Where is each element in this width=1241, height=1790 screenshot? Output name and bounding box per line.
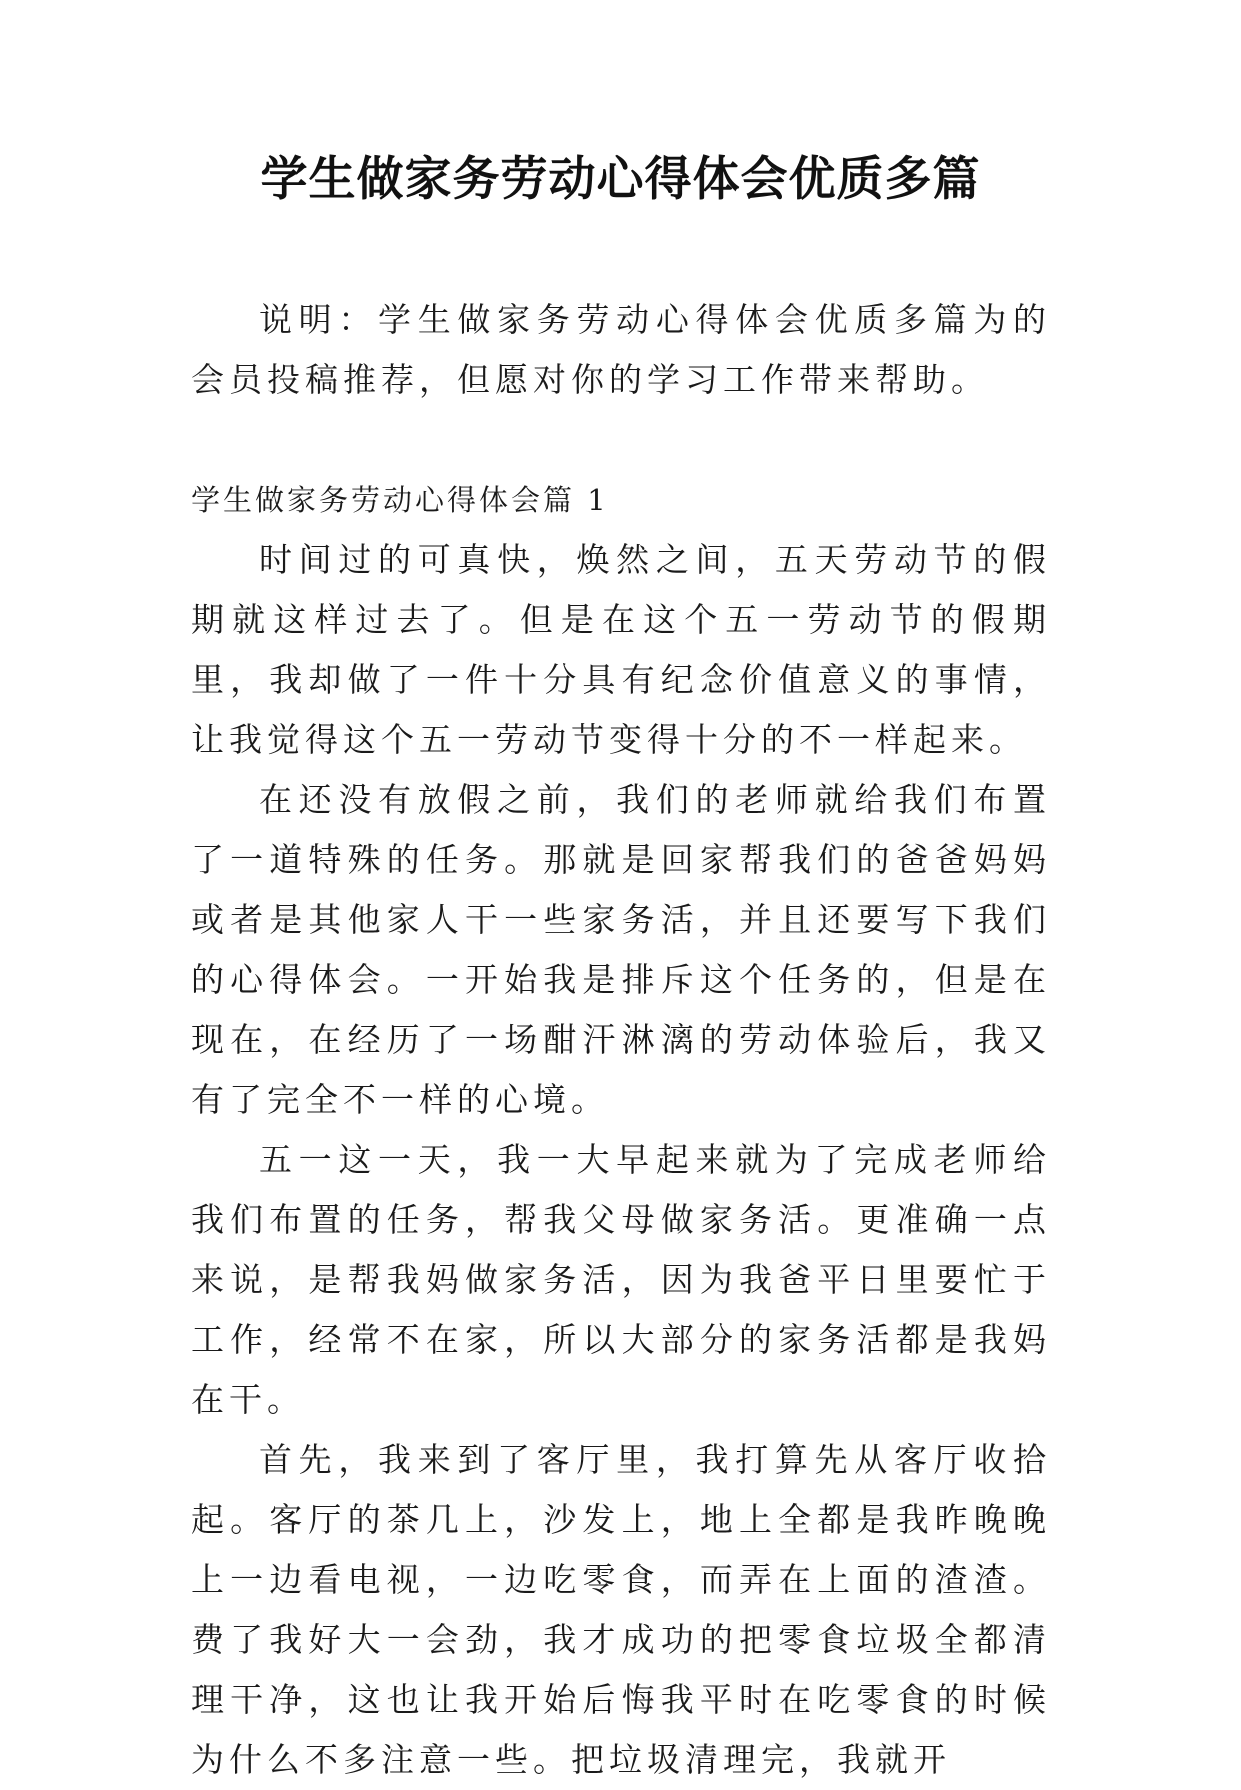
- document-body: [191, 290, 1051, 1790]
- body-paragraph: 在还没有放假之前，我们的老师就给我们布置了一道特殊的任务。那就是回家帮我们的爸爸妈妈或者是其他家人干一些家务活，并且还要写下我们的心得体会。一开始我是排斥这个任务的，但是在现在，在经历了一场酣汗淋漓的劳动体验后，我又有了完全不一样的心境。: [191, 780, 1051, 1119]
- section-heading: 学生做家务劳动心得体会篇 1: [191, 483, 609, 517]
- body-paragraph: 时间过的可真快，焕然之间，五天劳动节的假期就这样过去了。但是在这个五一劳动节的假期里，我却做了一件十分具有纪念价值意义的事情，让我觉得这个五一劳动节变得十分的不一样起来。: [191, 540, 1051, 759]
- document-title: 学生做家务劳动心得体会优质多篇: [260, 152, 981, 207]
- body-paragraph: 五一这一天，我一大早起来就为了完成老师给我们布置的任务，帮我父母做家务活。更准确一点来说，是帮我妈做家务活，因为我爸平日里要忙于工作，经常不在家，所以大部分的家务活都是我妈在干。: [191, 1140, 1051, 1419]
- body-paragraph: 首先，我来到了客厅里，我打算先从客厅收拾起。客厅的茶几上，沙发上，地上全都是我昨晚晚上一边看电视，一边吃零食，而弄在上面的渣渣。费了我好大一会劲，我才成功的把零食垃圾全都清理干净，这也让我开始后悔我平时在吃零食的时候为什么不多注意一些。把垃圾清理完，我就开: [191, 1440, 1051, 1779]
- intro-paragraph: 说明：学生做家务劳动心得体会优质多篇为的会员投稿推荐，但愿对你的学习工作带来帮助。: [191, 300, 1051, 399]
